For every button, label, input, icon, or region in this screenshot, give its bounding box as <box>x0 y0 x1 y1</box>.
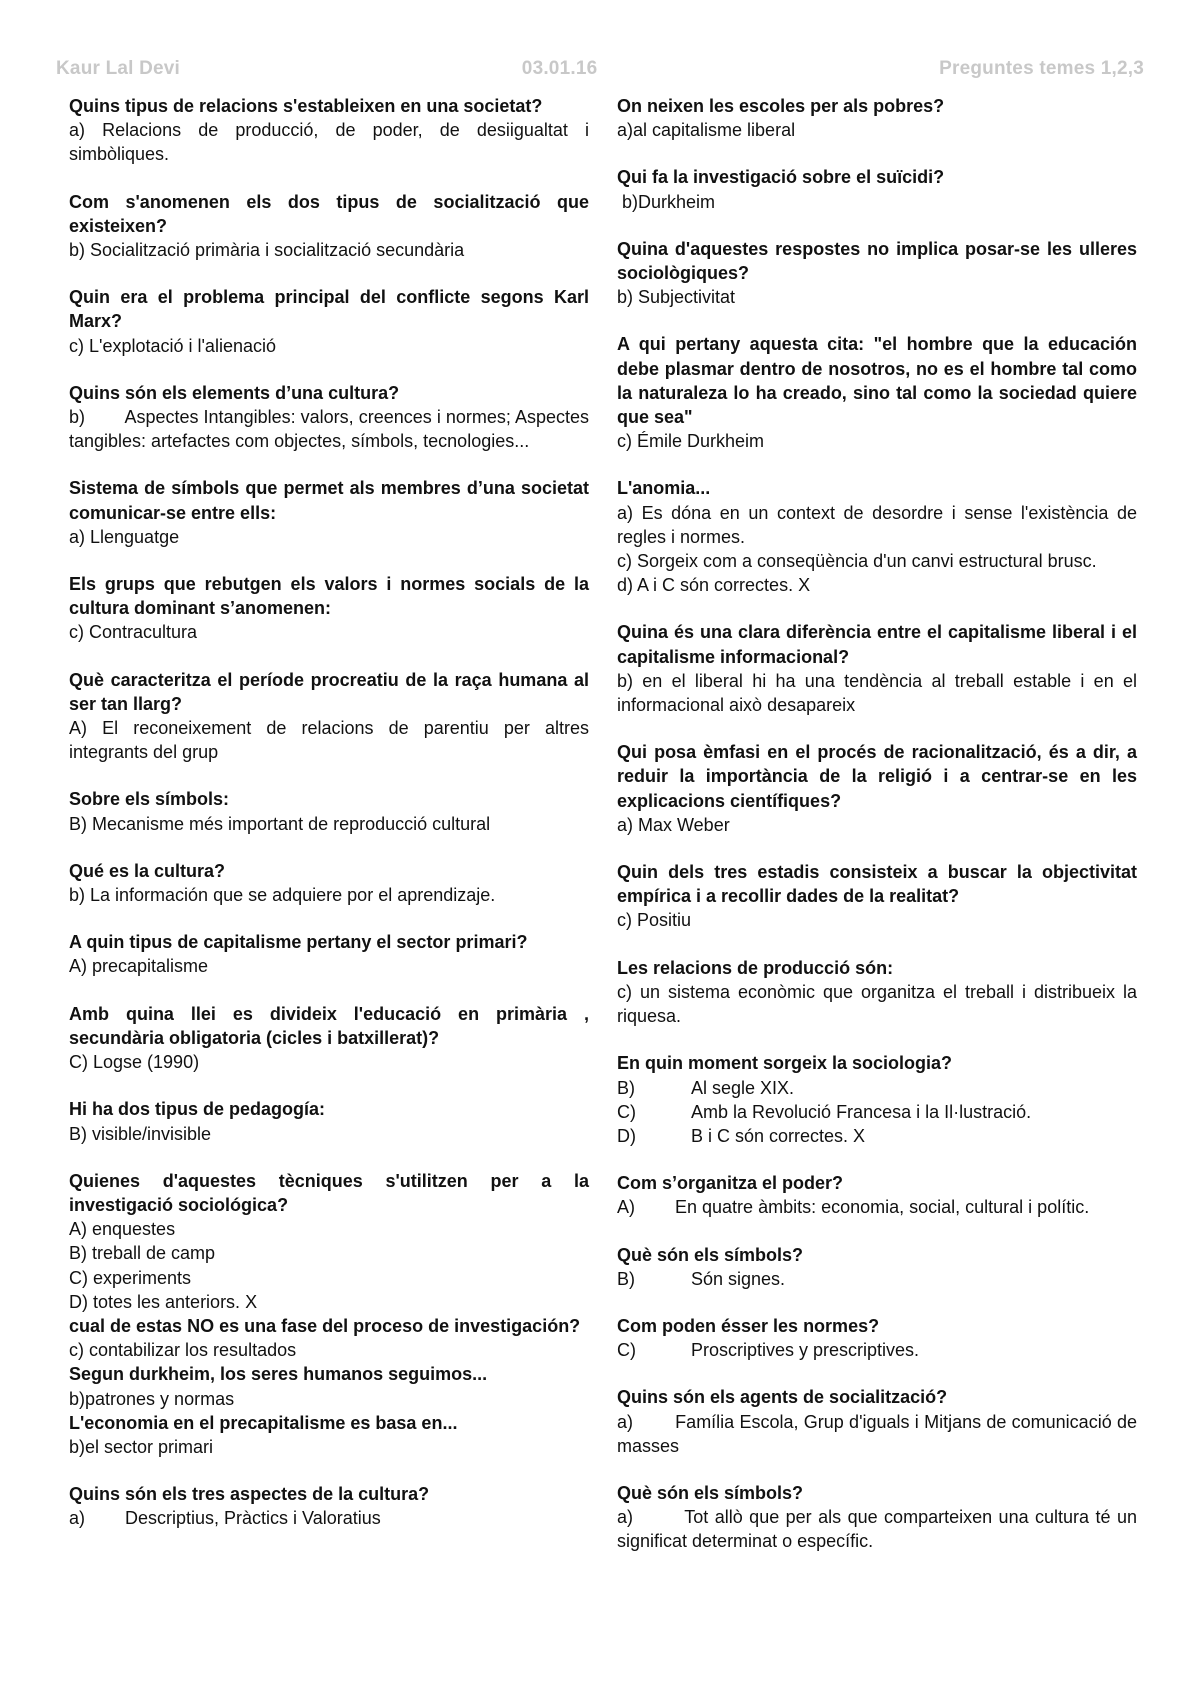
answer-text: C) experiments <box>69 1267 192 1288</box>
question-text: Quins són els agents de socialització? <box>617 1387 948 1408</box>
header-author: Kaur Lal Devi <box>56 58 181 79</box>
question-text: L'anomia... <box>617 478 711 499</box>
answer-text: a) Descriptius, Pràctics i Valoratius <box>69 1508 381 1529</box>
question-text: En quin moment sorgeix la sociologia? <box>617 1053 953 1074</box>
question-block <box>69 1362 589 1410</box>
question-text: Sistema de símbols que permet als membres d’una societat comunicar-se entre ells: <box>69 478 589 523</box>
option-label: C) <box>617 1340 636 1361</box>
question-text: Amb quina llei es divideix l'educació en primària , secundària obligatoria (cicles i batxillerat)? <box>69 1003 589 1048</box>
answer-option <box>617 1100 1137 1124</box>
answer-text: B) visible/invisible <box>69 1123 212 1144</box>
question-block <box>69 1169 589 1314</box>
question-text: Hi ha dos tipus de pedagogía: <box>69 1099 326 1120</box>
answer-text: c) un sistema econòmic que organitza el treball i distribueix la riquesa. <box>617 981 1143 1027</box>
answer-text: C) Logse (1990) <box>69 1052 200 1073</box>
option-label: B) <box>617 1077 635 1098</box>
answer-text: c) Contracultura <box>69 622 198 643</box>
option-text: Proscriptives y prescriptives. <box>691 1340 920 1361</box>
question-text: Qui posa èmfasi en el procés de racionalització, és a dir, a reduir la importància de la religió i a centrar-se en les explicacions científiques? <box>617 742 1137 811</box>
question-text: Com s'anomenen els dos tipus de socialització que existeixen? <box>69 191 589 236</box>
option-label: D) <box>617 1125 636 1146</box>
question-text: Segun durkheim, los seres humanos seguimos... <box>69 1364 488 1385</box>
answer-text: a) Llenguatge <box>69 526 180 547</box>
question-text: Quin era el problema principal del conflicte segons Karl Marx? <box>69 287 589 332</box>
answer-text: a) Relacions de producció, de poder, de desiigualtat i simbòliques. <box>69 120 595 165</box>
answer-text: c) Émile Durkheim <box>617 431 765 452</box>
question-block <box>617 1385 1143 1458</box>
right-column <box>617 94 1143 1577</box>
answer-text: c) L'explotació i l'alienació <box>69 335 276 356</box>
question-block <box>617 1481 1143 1554</box>
answer-text: a) Família Escola, Grup d'iguals i Mitjans de comunicació de masses <box>617 1411 1143 1456</box>
question-text: Quina és una clara diferència entre el capitalisme liberal i el capitalisme informacional? <box>617 622 1137 667</box>
answer-option <box>617 1124 1137 1148</box>
question-block <box>69 285 589 358</box>
page-header <box>56 56 1144 82</box>
question-text: A quin tipus de capitalisme pertany el sector primari? <box>69 932 528 953</box>
question-block <box>69 668 595 765</box>
question-block <box>69 859 589 907</box>
question-block <box>617 620 1143 717</box>
answer-text: b)el sector primari <box>69 1436 214 1457</box>
question-text: Quin dels tres estadis consisteix a buscar la objectivitat empírica i a recollir dades de la realitat? <box>617 862 1137 907</box>
header-title: Preguntes temes 1,2,3 <box>939 58 1144 79</box>
answer-text: B) Mecanisme més important de reproducció cultural <box>69 813 491 834</box>
answer-text: A) precapitalisme <box>69 956 209 977</box>
answer-text: d) A i C són correctes. X <box>617 575 811 596</box>
question-block <box>69 930 589 978</box>
answer-text: A) En quatre àmbits: economia, social, cultural i polític. <box>617 1197 1090 1218</box>
question-block <box>617 1314 1137 1362</box>
left-column <box>69 94 595 1554</box>
option-label: B) <box>617 1268 635 1289</box>
answer-text: b) en el liberal hi ha una tendència al treball estable i en el informacional això desapareix <box>617 670 1143 716</box>
question-block <box>617 956 1143 1029</box>
question-text: cual de estas NO es una fase del proceso de investigación? <box>69 1315 581 1336</box>
question-block <box>69 572 589 645</box>
answer-text: a)al capitalisme liberal <box>617 120 796 141</box>
question-text: Què caracteritza el període procreatiu de la raça humana al ser tan llarg? <box>69 669 589 714</box>
question-block <box>69 1097 589 1145</box>
option-text: Amb la Revolució Francesa i la Il·lustració. <box>691 1101 1032 1122</box>
question-block <box>617 237 1137 310</box>
answer-text: A) enquestes <box>69 1219 176 1240</box>
question-text: Quina d'aquestes respostes no implica posar-se les ulleres sociològiques? <box>617 238 1137 284</box>
answer-option <box>617 1338 1137 1362</box>
question-text: Com poden ésser les normes? <box>617 1315 880 1336</box>
answer-text: B) treball de camp <box>69 1243 216 1264</box>
question-block <box>69 1314 589 1362</box>
answer-text: a) Tot allò que per als que comparteixen una cultura té un significat determinat o específic. <box>617 1507 1143 1552</box>
question-text: Qui fa la investigació sobre el suïcidi? <box>617 167 945 188</box>
question-block <box>617 740 1137 837</box>
question-text: Com s’organitza el poder? <box>617 1173 844 1194</box>
question-text: Els grups que rebutgen els valors i normes socials de la cultura dominant s’anomenen: <box>69 574 589 619</box>
question-text: L'economia en el precapitalisme es basa en... <box>69 1412 458 1433</box>
question-block <box>617 860 1137 933</box>
answer-text: c) Sorgeix com a conseqüència d'un canvi estructural brusc. <box>617 551 1097 572</box>
question-block <box>617 165 1137 213</box>
answer-option <box>617 1267 1137 1291</box>
answer-text: a) Max Weber <box>617 814 730 835</box>
option-label: C) <box>617 1101 636 1122</box>
answer-text: D) totes les anteriors. X <box>69 1291 258 1312</box>
answer-option <box>617 1076 1137 1100</box>
question-text: Quins són els elements d’una cultura? <box>69 382 400 403</box>
question-text: Quienes d'aquestes tècniques s'utilitzen per a la investigació sociológica? <box>69 1170 589 1215</box>
header-date: 03.01.16 <box>521 58 598 79</box>
answer-text: b)patrones y normas <box>69 1388 235 1409</box>
question-block <box>617 1171 1137 1219</box>
answer-text: A) El reconeixement de relacions de parentiu per altres integrants del grup <box>69 718 595 763</box>
answer-text: b) Socialització primària i socialització secundària <box>69 240 465 261</box>
question-block <box>617 1051 1137 1148</box>
answer-text: b) Subjectivitat <box>617 287 736 308</box>
question-text: Les relacions de producció són: <box>617 957 894 978</box>
question-block <box>69 787 589 835</box>
answer-text: b) Aspectes Intangibles: valors, creences i normes; Aspectes tangibles: artefactes com objectes, símbols, tecnologies... <box>69 407 595 452</box>
question-block <box>69 190 589 263</box>
question-text: Què són els símbols? <box>617 1482 804 1503</box>
question-text: A qui pertany aquesta cita: "el hombre que la educación debe plasmar dentro de nosotros, no es el hombre tal como la naturaleza lo ha creado, sino tal como la sociedad quiere que sea" <box>617 334 1137 428</box>
answer-text: a) Es dóna en un context de desordre i sense l'existència de regles i normes. <box>617 502 1143 547</box>
question-text: Què són els símbols? <box>617 1244 804 1265</box>
question-block <box>617 1243 1137 1291</box>
question-block <box>69 1002 589 1075</box>
question-text: Quins són els tres aspectes de la cultura? <box>69 1484 430 1505</box>
question-block <box>69 1482 589 1530</box>
question-block <box>69 94 595 167</box>
question-block <box>617 476 1143 597</box>
option-text: B i C són correctes. X <box>691 1125 866 1146</box>
question-block <box>69 381 595 454</box>
question-text: On neixen les escoles per als pobres? <box>617 96 945 116</box>
question-block <box>617 94 1137 142</box>
option-text: Al segle XIX. <box>691 1077 795 1098</box>
question-block <box>617 332 1137 453</box>
answer-text: b) La información que se adquiere por el aprendizaje. <box>69 885 496 906</box>
answer-text: c) Positiu <box>617 910 692 931</box>
question-text: Qué es la cultura? <box>69 860 226 881</box>
answer-text: b)Durkheim <box>617 191 716 212</box>
question-text: Quins tipus de relacions s'estableixen en una societat? <box>69 96 543 116</box>
option-text: Són signes. <box>691 1268 786 1289</box>
question-block <box>69 476 589 549</box>
question-text: Sobre els símbols: <box>69 789 230 810</box>
answer-text: c) contabilizar los resultados <box>69 1340 297 1361</box>
question-block <box>69 1411 589 1459</box>
